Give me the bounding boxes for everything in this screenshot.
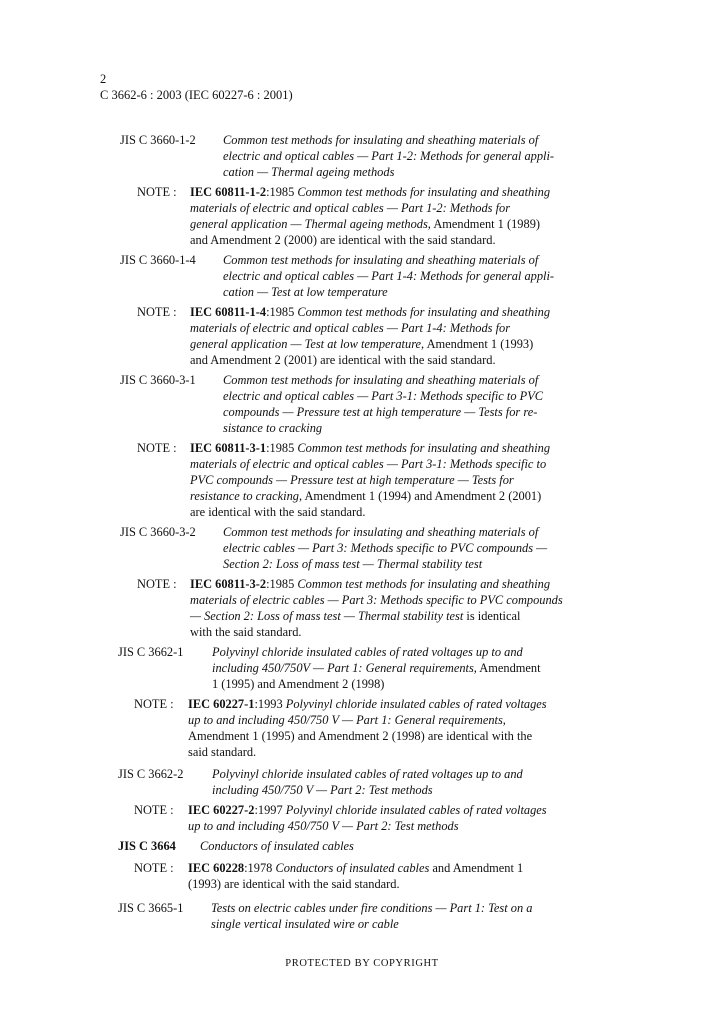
- entry-title-line: electric and optical cables — Part 1-2: Methods for general appli-: [223, 149, 555, 163]
- entry-title-line: Common test methods for insulating and sheathing materials of: [223, 373, 539, 387]
- note-line: (1993) are identical with the said standard.: [188, 877, 400, 891]
- note-line: Amendment 1 (1995) and Amendment 2 (1998) are identical with the: [188, 729, 533, 743]
- entry-code: JIS C 3664: [118, 839, 176, 853]
- note-label: NOTE :: [137, 185, 177, 199]
- note-line: materials of electric cables — Part 3: Methods specific to PVC compounds: [190, 593, 563, 607]
- entry-title-line: sistance to cracking: [223, 421, 323, 435]
- entry-title-line: including 450/750 V — Part 2: Test methods: [212, 783, 433, 797]
- note-line: general application — Thermal ageing methods, Amendment 1 (1989): [190, 217, 541, 231]
- entry-title-line: Conductors of insulated cables: [200, 839, 354, 853]
- entry-title-line: electric and optical cables — Part 1-4: Methods for general appli-: [223, 269, 555, 283]
- entry-title-line: Polyvinyl chloride insulated cables of rated voltages up to and: [212, 645, 523, 659]
- entry-title-line: 1 (1995) and Amendment 2 (1998): [212, 677, 385, 691]
- note-line: resistance to cracking, Amendment 1 (1994) and Amendment 2 (2001): [190, 489, 542, 503]
- note-line: materials of electric and optical cables — Part 1-4: Methods for: [190, 321, 511, 335]
- entry-code: JIS C 3660-3-2: [120, 525, 196, 539]
- note-label: NOTE :: [134, 697, 174, 711]
- note-line: IEC 60228:1978 Conductors of insulated cables and Amendment 1: [188, 861, 524, 875]
- note-line: and Amendment 2 (2000) are identical with the said standard.: [190, 233, 496, 247]
- note-label: NOTE :: [134, 803, 174, 817]
- note-line: IEC 60811-1-4:1985 Common test methods for insulating and sheathing: [190, 305, 551, 319]
- entry-title-line: cation — Thermal ageing methods: [223, 165, 395, 179]
- entry-code: JIS C 3662-2: [118, 767, 184, 781]
- entry-title-line: Section 2: Loss of mass test — Thermal stability test: [223, 557, 483, 571]
- entry-title-line: electric and optical cables — Part 3-1: Methods specific to PVC: [223, 389, 544, 403]
- copyright-footer: PROTECTED BY COPYRIGHT: [285, 958, 439, 969]
- entry-title-line: electric cables — Part 3: Methods specific to PVC compounds —: [223, 541, 548, 555]
- note-line: IEC 60227-2:1997 Polyvinyl chloride insulated cables of rated voltages: [188, 803, 547, 817]
- entry-title-line: including 450/750V — Part 1: General requirements, Amendment: [212, 661, 541, 675]
- entry-title-line: Common test methods for insulating and sheathing materials of: [223, 253, 539, 267]
- note-line: are identical with the said standard.: [190, 505, 366, 519]
- entry-title-line: cation — Test at low temperature: [223, 285, 388, 299]
- standard-identifier: C 3662-6 : 2003 (IEC 60227-6 : 2001): [100, 88, 293, 102]
- note-line: up to and including 450/750 V — Part 1: General requirements,: [188, 713, 506, 727]
- note-label: NOTE :: [137, 577, 177, 591]
- entry-code: JIS C 3660-1-2: [120, 133, 196, 147]
- entry-title-line: Tests on electric cables under fire conditions — Part 1: Test on a: [211, 901, 533, 915]
- entry-title-line: Polyvinyl chloride insulated cables of rated voltages up to and: [212, 767, 523, 781]
- page-number: 2: [100, 72, 107, 86]
- entry-code: JIS C 3662-1: [118, 645, 184, 659]
- entry-code: JIS C 3660-1-4: [120, 253, 196, 267]
- entry-title-line: single vertical insulated wire or cable: [211, 917, 399, 931]
- entry-title-line: compounds — Pressure test at high temperature — Tests for re-: [223, 405, 538, 419]
- note-line: said standard.: [188, 745, 257, 759]
- entry-title-line: Common test methods for insulating and sheathing materials of: [223, 525, 539, 539]
- note-line: up to and including 450/750 V — Part 2: Test methods: [188, 819, 459, 833]
- note-line: IEC 60811-1-2:1985 Common test methods for insulating and sheathing: [190, 185, 551, 199]
- note-label: NOTE :: [137, 305, 177, 319]
- note-line: materials of electric and optical cables — Part 1-2: Methods for: [190, 201, 511, 215]
- note-line: PVC compounds — Pressure test at high temperature — Tests for: [190, 473, 514, 487]
- note-line: materials of electric and optical cables — Part 3-1: Methods specific to: [190, 457, 547, 471]
- entry-code: JIS C 3660-3-1: [120, 373, 196, 387]
- note-line: and Amendment 2 (2001) are identical with the said standard.: [190, 353, 496, 367]
- note-line: IEC 60811-3-2:1985 Common test methods for insulating and sheathing: [190, 577, 551, 591]
- entry-title-line: Common test methods for insulating and sheathing materials of: [223, 133, 539, 147]
- note-line: IEC 60227-1:1993 Polyvinyl chloride insulated cables of rated voltages: [188, 697, 547, 711]
- note-line: with the said standard.: [190, 625, 302, 639]
- note-label: NOTE :: [134, 861, 174, 875]
- note-line: — Section 2: Loss of mass test — Thermal stability test is identical: [190, 609, 521, 623]
- note-line: general application — Test at low temperature, Amendment 1 (1993): [190, 337, 534, 351]
- entry-code: JIS C 3665-1: [118, 901, 184, 915]
- note-label: NOTE :: [137, 441, 177, 455]
- note-line: IEC 60811-3-1:1985 Common test methods for insulating and sheathing: [190, 441, 551, 455]
